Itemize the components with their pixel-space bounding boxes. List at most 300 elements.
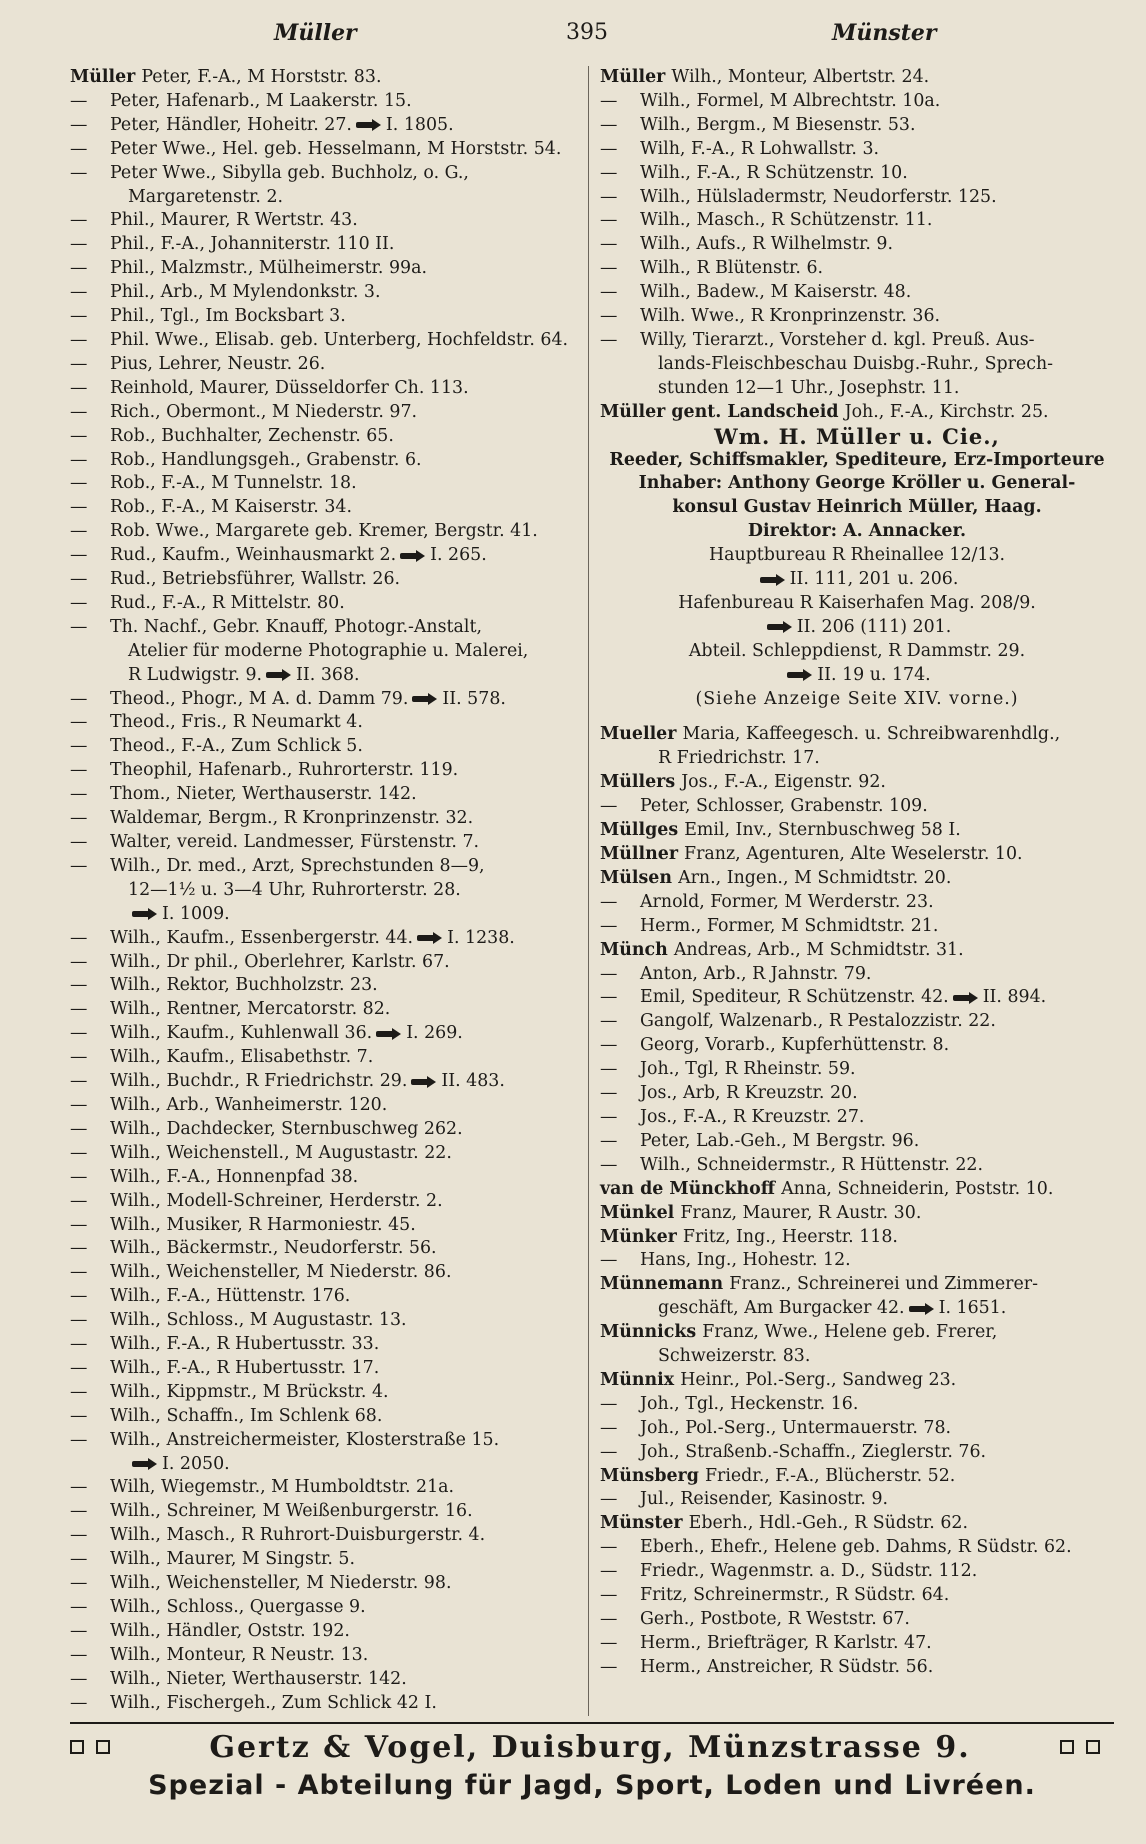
directory-entry xyxy=(70,735,580,759)
entry-phone xyxy=(352,115,454,135)
entry-text: Wilh., Maurer, M Singstr. 5. xyxy=(110,1549,356,1570)
telephone-hand-icon xyxy=(787,669,813,681)
directory-entry xyxy=(600,795,1114,819)
repeat-dash: — xyxy=(600,186,618,207)
telephone-hand-icon xyxy=(400,550,426,562)
repeat-dash: — xyxy=(70,234,88,255)
directory-entry xyxy=(600,90,1114,114)
entry-continuation-text: Schweizerstr. 83. xyxy=(658,1346,811,1367)
directory-entry xyxy=(70,209,580,233)
directory-entry xyxy=(70,520,580,544)
column-divider xyxy=(588,66,589,1716)
directory-entry xyxy=(70,377,580,401)
entry-text: Peter, Händler, Hoheitr. 27. xyxy=(110,114,352,135)
directory-entry xyxy=(600,377,1114,401)
entry-text: Franz, Agenturen, Alte Weselerstr. 10. xyxy=(684,844,1023,864)
directory-entry xyxy=(600,867,1114,891)
directory-entry xyxy=(600,723,1114,771)
directory-entry xyxy=(600,186,1114,210)
repeat-dash: — xyxy=(70,1047,88,1068)
entry-surname: Müllers xyxy=(600,772,682,793)
entry-surname: Münker xyxy=(600,1226,683,1247)
directory-entry xyxy=(70,616,580,664)
directory-entry xyxy=(600,1632,1114,1656)
repeat-dash: — xyxy=(600,987,618,1008)
telephone-hand-icon xyxy=(132,1458,158,1470)
directory-entry xyxy=(600,1512,1114,1536)
entry-phone-number: I. 1238. xyxy=(447,927,515,948)
entry-text: Wilh., F.-A., R Schützenstr. 10. xyxy=(640,162,908,183)
directory-entry xyxy=(600,138,1114,162)
right-column xyxy=(600,66,1114,1680)
repeat-dash: — xyxy=(70,1286,88,1307)
directory-entry xyxy=(70,138,580,162)
directory-entry xyxy=(600,1106,1114,1130)
directory-entry xyxy=(600,114,1114,138)
entry-text: Willy, Tierarzt., Vorsteher d. kgl. Preuß. Aus- xyxy=(640,329,1035,350)
entry-phone-number: I. 1805. xyxy=(385,114,454,135)
repeat-dash: — xyxy=(70,306,88,327)
entry-continuation xyxy=(600,1345,1114,1369)
directory-entry xyxy=(70,664,580,688)
directory-entry xyxy=(70,1692,580,1716)
directory-entry xyxy=(70,1022,580,1046)
entry-text: Friedr., Wagenmstr. a. D., Südstr. 112. xyxy=(640,1561,978,1582)
directory-entry xyxy=(70,472,580,496)
entry-surname: Münster xyxy=(600,1513,689,1534)
directory-entry xyxy=(70,1285,580,1309)
entry-continuation-text: Atelier für moderne Photographie u. Malerei, xyxy=(128,640,529,661)
directory-entry xyxy=(70,90,580,114)
entry-text: Arnold, Former, M Werderstr. 23. xyxy=(640,891,934,912)
repeat-dash: — xyxy=(70,1214,88,1235)
entry-surname: Müller gent. Landscheid xyxy=(600,401,845,422)
directory-entry xyxy=(600,1226,1114,1250)
entry-text: Franz., Schreinerei und Zimmerer- xyxy=(729,1274,1038,1295)
directory-entry xyxy=(600,305,1114,329)
entry-phone xyxy=(905,1298,1007,1318)
entry-text: Wilh., Bäckermstr., Neudorferstr. 56. xyxy=(110,1238,437,1259)
directory-entry xyxy=(600,1465,1114,1489)
repeat-dash: — xyxy=(70,1644,88,1665)
repeat-dash: — xyxy=(600,234,618,255)
entry-text: Wilh., Dr. med., Arzt, Sprechstunden 8—9, xyxy=(110,855,485,876)
repeat-dash: — xyxy=(600,1059,618,1080)
entry-text: Eberh., Ehefr., Helene geb. Dahms, R Südstr. 62. xyxy=(640,1537,1072,1558)
entry-text: Emil, Inv., Sternbuschweg 58 I. xyxy=(684,820,961,841)
telephone-hand-icon xyxy=(767,621,793,633)
entry-continuation-text: 12—1½ u. 3—4 Uhr, Ruhrorterstr. 28. xyxy=(128,879,461,900)
directory-entry xyxy=(600,1369,1114,1393)
entry-text: Peter, Hafenarb., M Laakerstr. 15. xyxy=(110,90,412,111)
directory-entry xyxy=(600,401,1114,425)
directory-entry xyxy=(600,963,1114,987)
repeat-dash: — xyxy=(600,210,618,231)
entry-text: Gerh., Postbote, R Weststr. 67. xyxy=(640,1609,910,1629)
entry-text: Hans, Ing., Hohestr. 12. xyxy=(640,1250,851,1271)
repeat-dash: — xyxy=(70,449,88,470)
firm-phone-towing: II. 19 u. 174. xyxy=(600,664,1114,688)
repeat-dash: — xyxy=(70,855,88,876)
repeat-dash: — xyxy=(600,1609,618,1629)
repeat-dash: — xyxy=(70,210,88,231)
entry-text: Wilh., Hülsladermstr, Neudorferstr. 125. xyxy=(640,186,997,207)
entry-text: Jos., Arb, R Kreuzstr. 20. xyxy=(640,1083,858,1104)
entry-phone xyxy=(408,689,506,709)
entry-continuation xyxy=(600,353,1114,377)
directory-entry xyxy=(70,1476,580,1500)
directory-entry xyxy=(600,1584,1114,1608)
repeat-dash: — xyxy=(70,1310,88,1331)
entry-continuation-text: R Friedrichstr. 17. xyxy=(658,748,820,769)
entry-surname: Münnicks xyxy=(600,1322,703,1343)
directory-entry xyxy=(70,1644,580,1668)
repeat-dash: — xyxy=(600,915,618,936)
entry-continuation xyxy=(70,186,580,210)
entry-text: Joh., Tgl., Heckenstr. 16. xyxy=(640,1393,859,1414)
entry-phone xyxy=(949,987,1047,1007)
directory-entry xyxy=(70,281,580,305)
entry-text: Wilh., Schloss., M Augustastr. 13. xyxy=(110,1310,407,1331)
entry-text: Rob., F.-A., M Tunnelstr. 18. xyxy=(110,473,357,494)
entry-text: Pius, Lehrer, Neustr. 26. xyxy=(110,353,326,374)
repeat-dash: — xyxy=(70,1573,88,1594)
repeat-dash: — xyxy=(70,1668,88,1689)
directory-entry xyxy=(70,305,580,329)
repeat-dash: — xyxy=(70,1381,88,1402)
entry-text: Phil., Tgl., Im Bocksbart 3. xyxy=(110,306,346,327)
entry-text: Peter, Schlosser, Grabenstr. 109. xyxy=(640,796,928,817)
entry-continuation xyxy=(600,747,1114,771)
entry-text: Fritz, Schreinermstr., R Südstr. 64. xyxy=(640,1585,950,1606)
entry-continuation xyxy=(600,1297,1114,1321)
entry-text: Anton, Arb., R Jahnstr. 79. xyxy=(640,963,872,984)
directory-entry xyxy=(600,1058,1114,1082)
repeat-dash: — xyxy=(70,1429,88,1450)
directory-entry xyxy=(70,807,580,831)
entry-continuation xyxy=(600,377,1114,401)
repeat-dash: — xyxy=(600,1250,618,1271)
repeat-dash: — xyxy=(70,1597,88,1617)
directory-entry xyxy=(600,1178,1114,1202)
repeat-dash: — xyxy=(600,1441,618,1462)
entry-surname: Münkel xyxy=(600,1202,681,1223)
entry-text: Peter Wwe., Hel. geb. Hesselmann, M Horststr. 54. xyxy=(110,138,562,159)
entry-text: Peter Wwe., Sibylla geb. Buchholz, o. G., xyxy=(110,162,469,183)
repeat-dash: — xyxy=(70,569,88,590)
directory-entry xyxy=(70,974,580,998)
entry-text: Wilh. Wwe., R Kronprinzenstr. 36. xyxy=(640,306,941,327)
square-ornament-icon xyxy=(70,1740,84,1754)
directory-entry xyxy=(600,1321,1114,1369)
directory-entry xyxy=(70,257,580,281)
repeat-dash: — xyxy=(70,1023,88,1044)
entry-text: Phil., Arb., M Mylendonkstr. 3. xyxy=(110,282,381,303)
directory-entry xyxy=(600,281,1114,305)
directory-entry xyxy=(70,1094,580,1118)
entry-phone-number: II. 578. xyxy=(442,688,506,709)
entry-text: Georg, Vorarb., Kupferhüttenstr. 8. xyxy=(640,1035,950,1056)
directory-entry xyxy=(70,688,580,712)
directory-entry xyxy=(600,1441,1114,1465)
directory-entry xyxy=(70,831,580,855)
entry-text: Wilh., Schneidermstr., R Hüttenstr. 22. xyxy=(640,1154,983,1175)
entry-continuation xyxy=(70,879,580,903)
directory-entry xyxy=(70,353,580,377)
directory-entry xyxy=(70,233,580,257)
entry-phone xyxy=(128,1454,230,1474)
entry-text: Wilh., Schaffn., Im Schlenk 68. xyxy=(110,1405,383,1426)
entry-surname: Müller xyxy=(600,67,672,87)
entry-continuation-text: lands-Fleischbeschau Duisbg.-Ruhr., Sprech- xyxy=(658,353,1054,374)
entry-text: Emil, Spediteur, R Schützenstr. 42. xyxy=(640,987,949,1008)
entry-text: Andreas, Arb., M Schmidtstr. 31. xyxy=(673,939,964,960)
entry-phone-number: I. 1651. xyxy=(938,1298,1007,1319)
repeat-dash: — xyxy=(600,1417,618,1438)
entry-text: Joh., Pol.-Serg., Untermauerstr. 78. xyxy=(640,1417,952,1438)
entry-phone xyxy=(407,1071,505,1091)
repeat-dash: — xyxy=(70,90,88,111)
entry-text: Wilh., Schloss., Quergasse 9. xyxy=(110,1597,366,1617)
directory-entry xyxy=(600,329,1114,377)
repeat-dash: — xyxy=(70,975,88,996)
entry-text: Wilh., F.-A., Hüttenstr. 176. xyxy=(110,1286,351,1307)
square-ornament-icon xyxy=(96,1740,110,1754)
directory-entry xyxy=(600,1202,1114,1226)
directory-entry xyxy=(70,1070,580,1094)
entry-text: Wilh., Badew., M Kaiserstr. 48. xyxy=(640,282,912,303)
directory-entry xyxy=(70,759,580,783)
entry-text: Wilh., Anstreichermeister, Klosterstraße 15. xyxy=(110,1429,500,1450)
directory-entry xyxy=(600,1417,1114,1441)
entry-text: Wilh., Nieter, Werthauserstr. 142. xyxy=(110,1668,407,1689)
repeat-dash: — xyxy=(600,1011,618,1032)
repeat-dash: — xyxy=(70,832,88,852)
directory-entry xyxy=(600,1393,1114,1417)
entry-phone xyxy=(413,928,515,948)
entry-text: Herm., Briefträger, R Karlstr. 47. xyxy=(640,1632,932,1653)
directory-entry xyxy=(600,162,1114,186)
entry-text: Thom., Nieter, Werthauserstr. 142. xyxy=(110,784,417,805)
entry-text: Theod., Fris., R Neumarkt 4. xyxy=(110,712,363,733)
entry-text: Wilh., Rentner, Mercatorstr. 82. xyxy=(110,999,391,1020)
entry-phone-number: I. 2050. xyxy=(162,1453,230,1474)
repeat-dash: — xyxy=(600,114,618,135)
directory-entry xyxy=(70,449,580,473)
entry-text: Wilh., Aufs., R Wilhelmstr. 9. xyxy=(640,234,894,255)
repeat-dash: — xyxy=(70,1071,88,1092)
repeat-dash: — xyxy=(70,1190,88,1211)
firm-line-harbour: Hafenbureau R Kaiserhafen Mag. 208/9. xyxy=(678,592,1036,613)
repeat-dash: — xyxy=(600,1393,618,1414)
directory-entry xyxy=(70,162,580,210)
repeat-dash: — xyxy=(600,138,618,159)
firm-block-mueller-cie xyxy=(600,425,1114,712)
repeat-dash: — xyxy=(70,688,88,709)
directory-entry xyxy=(70,496,580,520)
repeat-dash: — xyxy=(70,353,88,374)
entry-text: Wilh., Musiker, R Harmoniestr. 45. xyxy=(110,1214,416,1235)
directory-entry xyxy=(600,1249,1114,1273)
repeat-dash: — xyxy=(600,1130,618,1151)
entry-text: Wilh., Monteur, Albertstr. 24. xyxy=(671,67,930,87)
directory-entry xyxy=(70,1524,580,1548)
entry-text: Herm., Anstreicher, R Südstr. 56. xyxy=(640,1656,934,1677)
entry-surname: Münnix xyxy=(600,1369,681,1390)
repeat-dash: — xyxy=(70,1525,88,1546)
entry-text: Phil., Maurer, R Wertstr. 43. xyxy=(110,210,358,231)
entry-phone-number: II. 368. xyxy=(296,664,360,685)
entry-text: Peter, Lab.-Geh., M Bergstr. 96. xyxy=(640,1130,920,1151)
firm-phone-harbour: II. 206 (111) 201. xyxy=(600,616,1114,640)
directory-entry xyxy=(70,114,580,138)
directory-entry xyxy=(70,1429,580,1453)
entry-text: Herm., Former, M Schmidtstr. 21. xyxy=(640,915,939,936)
directory-entry xyxy=(70,855,580,903)
entry-text: Wilh., F.-A., R Hubertusstr. 17. xyxy=(110,1357,380,1378)
entry-text: Theophil, Hafenarb., Ruhrorterstr. 119. xyxy=(110,760,459,781)
entry-surname: Müllges xyxy=(600,820,685,841)
telephone-hand-icon xyxy=(132,908,158,920)
directory-entry xyxy=(70,329,580,353)
directory-entry xyxy=(600,1608,1114,1632)
repeat-dash: — xyxy=(600,258,618,279)
entry-text: Wilh., Buchdr., R Friedrichstr. 29. xyxy=(110,1071,408,1092)
repeat-dash: — xyxy=(600,329,618,350)
telephone-hand-icon xyxy=(412,693,438,705)
repeat-dash: — xyxy=(70,736,88,757)
entry-text: Arn., Ingen., M Schmidtstr. 20. xyxy=(678,867,952,888)
entry-text: Wilh., Bergm., M Biesenstr. 53. xyxy=(640,114,916,135)
entry-text: Wilh., Rektor, Buchholzstr. 23. xyxy=(110,975,378,996)
right-column-top xyxy=(600,66,1114,425)
telephone-hand-icon xyxy=(953,992,979,1004)
entry-text: Maria, Kaffeegesch. u. Schreibwarenhdlg., xyxy=(682,724,1061,745)
directory-entry xyxy=(70,1357,580,1381)
directory-entry xyxy=(70,927,580,951)
directory-entry xyxy=(70,401,580,425)
directory-entry xyxy=(600,1034,1114,1058)
directory-entry xyxy=(70,568,580,592)
directory-entry xyxy=(70,1668,580,1692)
repeat-dash: — xyxy=(70,329,88,350)
entry-text: Phil. Wwe., Elisab. geb. Unterberg, Hochfeldstr. 64. xyxy=(110,329,569,350)
entry-text: Wilh., Schreiner, M Weißenburgerstr. 16. xyxy=(110,1501,473,1522)
repeat-dash: — xyxy=(70,592,88,613)
repeat-dash: — xyxy=(600,306,618,327)
entry-surname: van de Münckhoff xyxy=(600,1178,782,1199)
entry-text: Franz, Maurer, R Austr. 30. xyxy=(680,1202,922,1223)
repeat-dash: — xyxy=(70,401,88,422)
repeat-dash: — xyxy=(70,927,88,948)
repeat-dash: — xyxy=(600,1561,618,1582)
entry-text: Rob., Buchhalter, Zechenstr. 65. xyxy=(110,425,394,446)
repeat-dash: — xyxy=(600,282,618,303)
telephone-hand-icon xyxy=(760,574,786,586)
entry-text: Friedr., F.-A., Blücherstr. 52. xyxy=(704,1465,956,1486)
directory-entry xyxy=(70,592,580,616)
directory-entry xyxy=(600,209,1114,233)
repeat-dash: — xyxy=(70,712,88,733)
entry-text: R Ludwigstr. 9. xyxy=(128,664,263,685)
repeat-dash: — xyxy=(70,1405,88,1426)
repeat-dash: — xyxy=(600,963,618,984)
entry-phone-number: I. 269. xyxy=(406,1023,463,1044)
entry-text: Franz, Wwe., Helene geb. Frerer, xyxy=(702,1322,998,1343)
entry-text: Rob. Wwe., Margarete geb. Kremer, Bergstr. 41. xyxy=(110,521,538,542)
firm-title: Wm. H. Müller u. Cie., xyxy=(714,423,1000,449)
directory-entry xyxy=(70,1309,580,1333)
directory-entry xyxy=(70,903,580,927)
entry-text: Rud., F.-A., R Mittelstr. 80. xyxy=(110,592,345,613)
entry-text: Peter, F.-A., M Horststr. 83. xyxy=(141,67,382,87)
directory-entry xyxy=(70,1453,580,1477)
repeat-dash: — xyxy=(70,784,88,805)
firm-line-director: Direktor: A. Annacker. xyxy=(747,521,967,542)
entry-text: Phil., Malzmstr., Mülheimerstr. 99a. xyxy=(110,258,428,279)
entry-continuation xyxy=(70,1453,580,1477)
page-header xyxy=(0,16,1146,50)
header-right-name: Münster xyxy=(832,20,937,46)
directory-entry xyxy=(70,1500,580,1524)
repeat-dash: — xyxy=(600,1656,618,1677)
firm-line-ad-reference: (Siehe Anzeige Seite XIV. vorne.) xyxy=(695,688,1019,709)
directory-entry xyxy=(600,1154,1114,1178)
directory-entry xyxy=(600,771,1114,795)
directory-entry xyxy=(600,257,1114,281)
entry-phone-number: I. 265. xyxy=(430,545,487,566)
entry-continuation-text: Margaretenstr. 2. xyxy=(128,186,284,207)
entry-text: Wilh., Kaufm., Elisabethstr. 7. xyxy=(110,1047,374,1068)
entry-text: Theod., Phogr., M A. d. Damm 79. xyxy=(110,688,409,709)
directory-entry xyxy=(70,1405,580,1429)
entry-phone xyxy=(128,904,230,924)
entry-text: Eberh., Hdl.-Geh., R Südstr. 62. xyxy=(688,1513,969,1534)
firm-line-headoffice: Hauptbureau R Rheinallee 12/13. xyxy=(708,545,1006,566)
directory-entry xyxy=(70,1596,580,1620)
repeat-dash: — xyxy=(70,1692,88,1713)
entry-text: Th. Nachf., Gebr. Knauff, Photogr.-Anstalt, xyxy=(110,616,482,637)
entry-continuation xyxy=(70,640,580,664)
repeat-dash: — xyxy=(70,521,88,542)
entry-continuation xyxy=(70,664,580,688)
entry-continuation xyxy=(70,903,580,927)
directory-entry xyxy=(70,1118,580,1142)
entry-surname: Münsberg xyxy=(600,1465,705,1486)
directory-entry xyxy=(70,425,580,449)
telephone-hand-icon xyxy=(909,1303,935,1315)
directory-entry xyxy=(600,1488,1114,1512)
advertisement-subtitle: Spezial - Abteilung für Jagd, Sport, Loden und Livréen. xyxy=(148,1770,1036,1801)
repeat-dash: — xyxy=(70,473,88,494)
repeat-dash: — xyxy=(600,1035,618,1056)
repeat-dash: — xyxy=(70,1166,88,1187)
directory-entry xyxy=(70,1620,580,1644)
entry-text: Wilh., Kaufm., Essenbergerstr. 44. xyxy=(110,927,414,948)
left-column xyxy=(70,66,580,1716)
entry-text: Wilh., Dr phil., Oberlehrer, Karlstr. 67. xyxy=(110,951,450,972)
square-ornament-icon xyxy=(1060,1740,1074,1754)
repeat-dash: — xyxy=(70,545,88,566)
entry-text: Wilh., Modell-Schreiner, Herderstr. 2. xyxy=(110,1190,443,1211)
telephone-hand-icon xyxy=(356,119,382,131)
entry-text: Fritz, Ing., Heerstr. 118. xyxy=(682,1226,898,1247)
entry-text: Joh., Tgl, R Rheinstr. 59. xyxy=(640,1059,856,1080)
repeat-dash: — xyxy=(70,497,88,518)
repeat-dash: — xyxy=(70,1357,88,1378)
repeat-dash: — xyxy=(70,425,88,446)
entry-phone-number: II. 483. xyxy=(441,1071,505,1092)
